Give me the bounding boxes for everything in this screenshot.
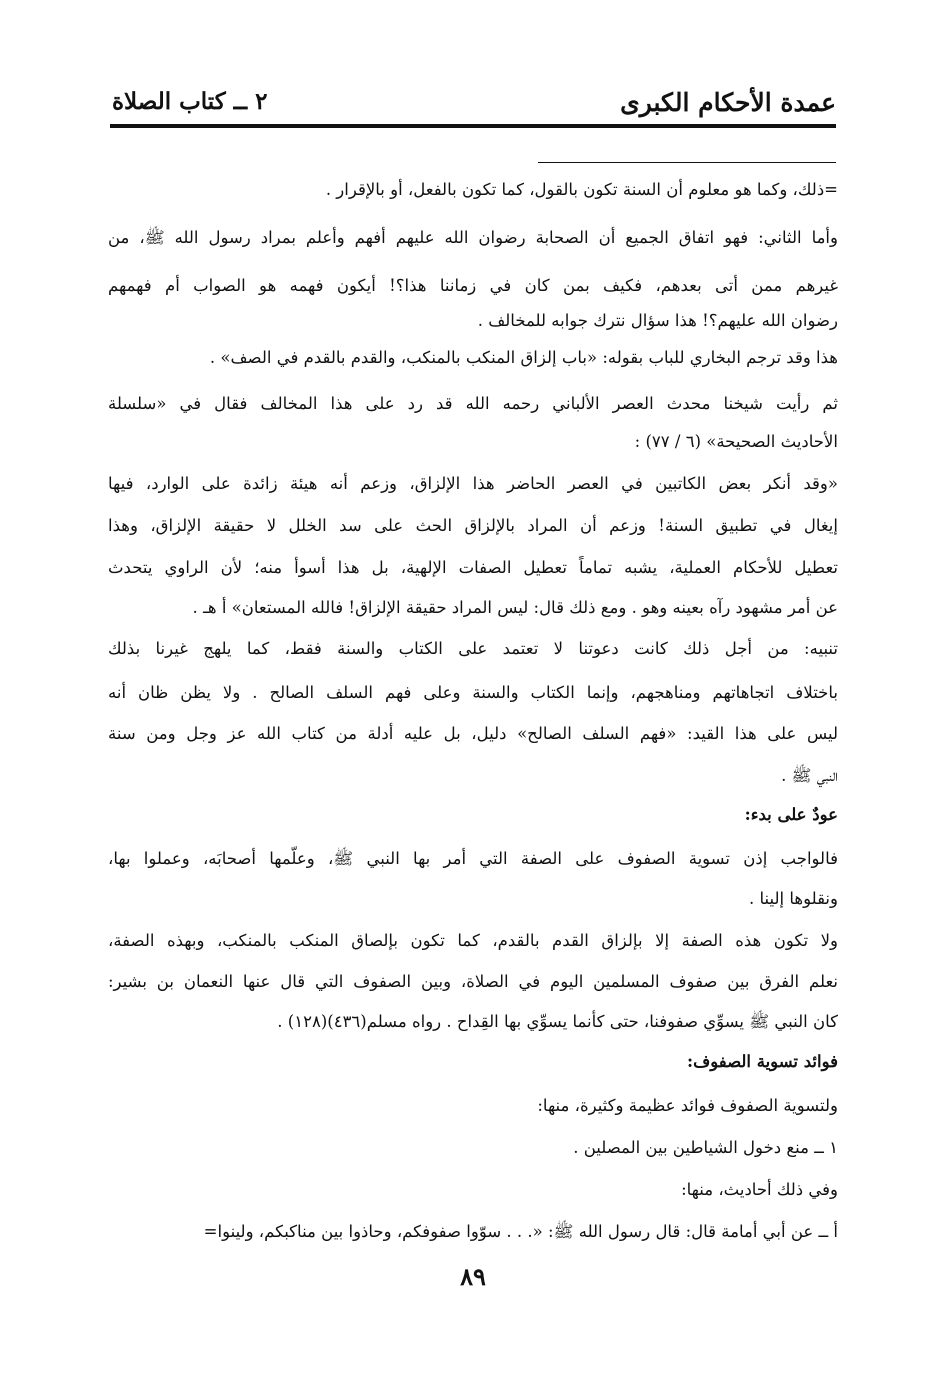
text-line: «وقد أنكر بعض الكاتبين في العصر الحاضر هذا الإلزاق، وزعم أنه هيئة زائدة على الوارد، فيها xyxy=(108,474,838,493)
text-line: إيغال في تطبيق السنة! وزعم أن المراد بالإلزاق الحث على سد الخلل لا حقيقة الإلزاق، وهذا xyxy=(108,516,838,535)
text-line: ١ ــ منع دخول الشياطين بين المصلين . xyxy=(573,1138,838,1157)
text-line: كان النبي ﷺ يسوِّي صفوفنا، حتى كأنما يسوِّي بها القِداح . رواه مسلم(٤٣٦)(١٢٨) . xyxy=(277,1012,838,1031)
section-title: ٢ ــ كتاب الصلاة xyxy=(112,88,268,115)
subheading: عودٌ على بدء: xyxy=(744,805,838,824)
text-line: تنبيه: من أجل ذلك كانت دعوتنا لا تعتمد على الكتاب والسنة فقط، كما يلهج غيرنا بذلك xyxy=(108,639,838,658)
text-line: نعلم الفرق بين صفوف المسلمين اليوم في الصلاة، وبين الصفوف التي قال عنها النعمان بن بشير: xyxy=(108,972,838,991)
text-line: الأحاديث الصحيحة» (٦ / ٧٧) : xyxy=(634,432,838,451)
text-line: تعطيل للأحكام العملية، يشبه تماماً تعطيل الصفات الإلهية، بل هذا أسوأ منه؛ لأن الراوي يتحدث xyxy=(108,558,838,577)
book-title: عمدة الأحكام الكبرى xyxy=(620,88,836,117)
header-rule xyxy=(110,124,836,128)
text-line: ليس على هذا القيد: «فهم السلف الصالح» دليل، بل عليه أدلة من كتاب الله عز وجل ومن سنة xyxy=(108,724,838,743)
text-line: فالواجب إذن تسوية الصفوف على الصفة التي أمر بها النبي ﷺ، وعلّمها أصحابَه، وعملوا بها، xyxy=(108,849,838,868)
page-number: ٨٩ xyxy=(460,1262,486,1291)
subheading: فوائد تسوية الصفوف: xyxy=(687,1052,838,1071)
text-line: رضوان الله عليهم؟! هذا سؤال نترك جوابه للمخالف . xyxy=(477,311,838,330)
text-line: النبي ﷺ . xyxy=(781,766,838,785)
text-line: هذا وقد ترجم البخاري للباب بقوله: «باب إلزاق المنكب بالمنكب، والقدم بالقدم في الصف» . xyxy=(209,348,838,367)
text-line: وأما الثاني: فهو اتفاق الجميع أن الصحابة رضوان الله عليهم أفهم وأعلم بمراد رسول الله ﷺ، من xyxy=(108,228,838,247)
text-line: أ ــ عن أبي أمامة قال: قال رسول الله ﷺ: «. . . سوّوا صفوفكم، وحاذوا بين مناكبكم، ولينوا= xyxy=(203,1222,838,1241)
text-line: غيرهم ممن أتى بعدهم، فكيف بمن كان في زماننا هذا؟! أيكون فهمه هو الصواب أم فهمهم xyxy=(108,276,838,295)
text-line: عن أمر مشهود رآه بعينه وهو . ومع ذلك قال: ليس المراد حقيقة الإلزاق! فالله المستعان» أ هـ . xyxy=(192,598,838,617)
footnote-separator xyxy=(538,162,836,163)
text-line: ونقلوها إلينا . xyxy=(749,889,838,908)
text-line: وفي ذلك أحاديث، منها: xyxy=(681,1180,838,1199)
text-line: ولا تكون هذه الصفة إلا بإلزاق القدم بالقدم، كما تكون بإلصاق المنكب بالمنكب، وبهذه الصفة، xyxy=(108,931,838,950)
text-line: باختلاف اتجاهاتهم ومناهجهم، وإنما الكتاب والسنة وعلى فهم السلف الصالح . ولا يظن ظان أنه xyxy=(108,683,838,702)
text-line: ثم رأيت شيخنا محدث العصر الألباني رحمه الله قد رد على هذا المخالف فقال في «سلسلة xyxy=(108,394,838,413)
text-line: =ذلك، وكما هو معلوم أن السنة تكون بالقول، كما تكون بالفعل، أو بالإقرار . xyxy=(325,180,838,199)
text-line: ولتسوية الصفوف فوائد عظيمة وكثيرة، منها: xyxy=(537,1096,838,1115)
